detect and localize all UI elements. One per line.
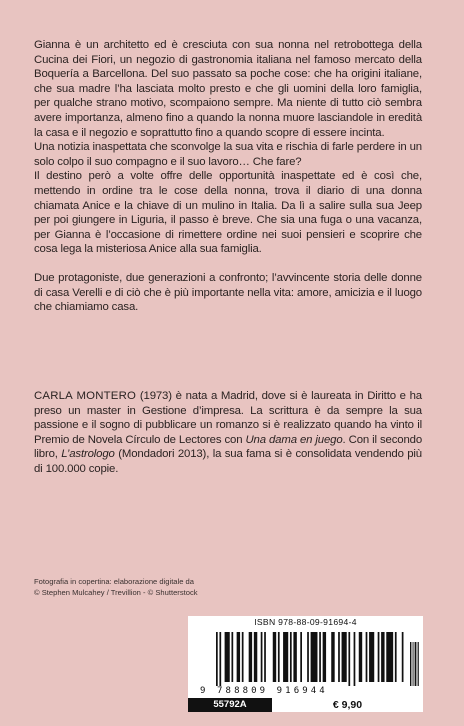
barcode-bar bbox=[273, 632, 276, 682]
bio-text-2: . Con il secondo libro, bbox=[34, 433, 423, 461]
bio-text-1: (1973) è nata a Madrid, dove si è laureata in Diritto e ha preso un master in Gestione d’impresa. La scrittura è da sempre la sua passione e il sogno di pubblicare un romanzo si è realizzato quando ha vinto il Premio de Novela Círculo de Lectores con bbox=[34, 390, 422, 446]
barcode-bar bbox=[216, 632, 218, 686]
barcode-bar bbox=[278, 632, 280, 682]
barcode-bar bbox=[307, 632, 309, 682]
barcode-bar bbox=[402, 632, 404, 682]
synopsis-paragraph-1: Gianna è un architetto ed è cresciuta con sua nonna nel retrobottega della Cucina dei Fiori, un negozio di gastronomia italiana nel famoso mercato della Boquería a Barcellona. Del suo passato sa poche cose: che ha origini italiane, che sua madre l’ha lasciata molto presto e che gli uomini della loro famiglia, per qualche strano motivo, scompaiono sempre. Ma niente di tutto ciò sembra avere importanza, almeno fino a quando la nonna muore lasciandole in eredità la casa e il negozio e soprattutto fino a quando scopre di essere incinta. bbox=[34, 39, 422, 139]
barcode-bar bbox=[311, 632, 318, 682]
barcode-bar bbox=[249, 632, 252, 682]
barcode-bar bbox=[331, 632, 334, 682]
synopsis bbox=[34, 38, 422, 315]
barcode-bar bbox=[319, 632, 321, 682]
barcode-bar bbox=[386, 632, 393, 682]
barcode-bar bbox=[219, 632, 221, 686]
barcode-bar bbox=[264, 632, 266, 682]
synopsis-paragraph-4: Due protagoniste, due generazioni a confronto; l’avvincente storia delle donne di casa Verelli e di ciò che è più importante nella vita: amore, amicizia e il luogo che chiamiamo casa. bbox=[34, 271, 422, 314]
barcode-bar bbox=[354, 632, 356, 686]
barcode-bar bbox=[369, 632, 374, 682]
barcode-bar bbox=[359, 632, 362, 682]
barcode-bar bbox=[348, 632, 350, 686]
barcode-bar bbox=[290, 632, 292, 682]
barcode-addon-icon bbox=[410, 642, 419, 686]
synopsis-paragraph-2: Una notizia inaspettata che sconvolge la sua vita e rischia di farle perdere in un solo colpo il suo compagno e il suo lavoro… Che fare? bbox=[34, 141, 422, 168]
barcode-bar bbox=[254, 632, 257, 682]
barcode-bar bbox=[323, 632, 326, 682]
barcode-bar bbox=[242, 632, 244, 682]
barcode-bar bbox=[300, 632, 302, 682]
author-name: CARLA MONTERO bbox=[34, 390, 137, 402]
bio-text-3: (Mondadori 2013), la sua fama si è consolidata vendendo più di 100.000 copie. bbox=[34, 448, 422, 475]
synopsis-paragraph-3: Il destino però a volte offre delle opportunità inaspettate ed è così che, mettendo in ordine tra le cose della nonna, trova il diario di una donna chiamata Anice e la chiave di un mulino in Italia. Da lì a salire sulla sua Jeep per poi giungere in Liguria, il passo è breve. Che sia una fuga o una vacanza, per Gianna è l’occasione di rimettere ordine nei suoi pensieri e scoprire che cosa lega la misteriosa Anice alla sua famiglia. bbox=[34, 170, 422, 256]
credits-line-1: Fotografia in copertina: elaborazione digitale da bbox=[34, 577, 194, 586]
cover-credits bbox=[34, 576, 274, 598]
author-bio bbox=[34, 389, 422, 477]
isbn-label: ISBN 978-88-09-91694-4 bbox=[188, 616, 423, 628]
barcode-bar bbox=[338, 632, 340, 682]
barcode-bar bbox=[293, 632, 296, 682]
barcode-bar bbox=[381, 632, 384, 682]
barcode-bar bbox=[283, 632, 288, 682]
book-title-1: Una dama en juego bbox=[245, 433, 343, 446]
credits-line-2: © Stephen Mulcahey / Trevillion - © Shutterstock bbox=[34, 588, 198, 597]
barcode-bar bbox=[231, 632, 233, 682]
barcode-bar bbox=[342, 632, 347, 682]
barcode-box bbox=[167, 616, 423, 712]
barcode-bar bbox=[378, 632, 380, 682]
barcode-bar bbox=[237, 632, 240, 682]
book-title-2: L’astrologo bbox=[61, 448, 115, 461]
barcode-bar bbox=[366, 632, 368, 682]
barcode-area bbox=[188, 628, 423, 698]
price: € 9,90 bbox=[272, 698, 423, 712]
barcode-bar bbox=[225, 632, 230, 682]
barcode-bar bbox=[395, 632, 397, 682]
barcode-digits: 9 788809 916944 bbox=[200, 686, 328, 696]
barcode-icon bbox=[208, 632, 404, 686]
product-code: 55792A bbox=[188, 698, 272, 712]
price-row bbox=[188, 698, 423, 712]
barcode-bar bbox=[261, 632, 263, 682]
